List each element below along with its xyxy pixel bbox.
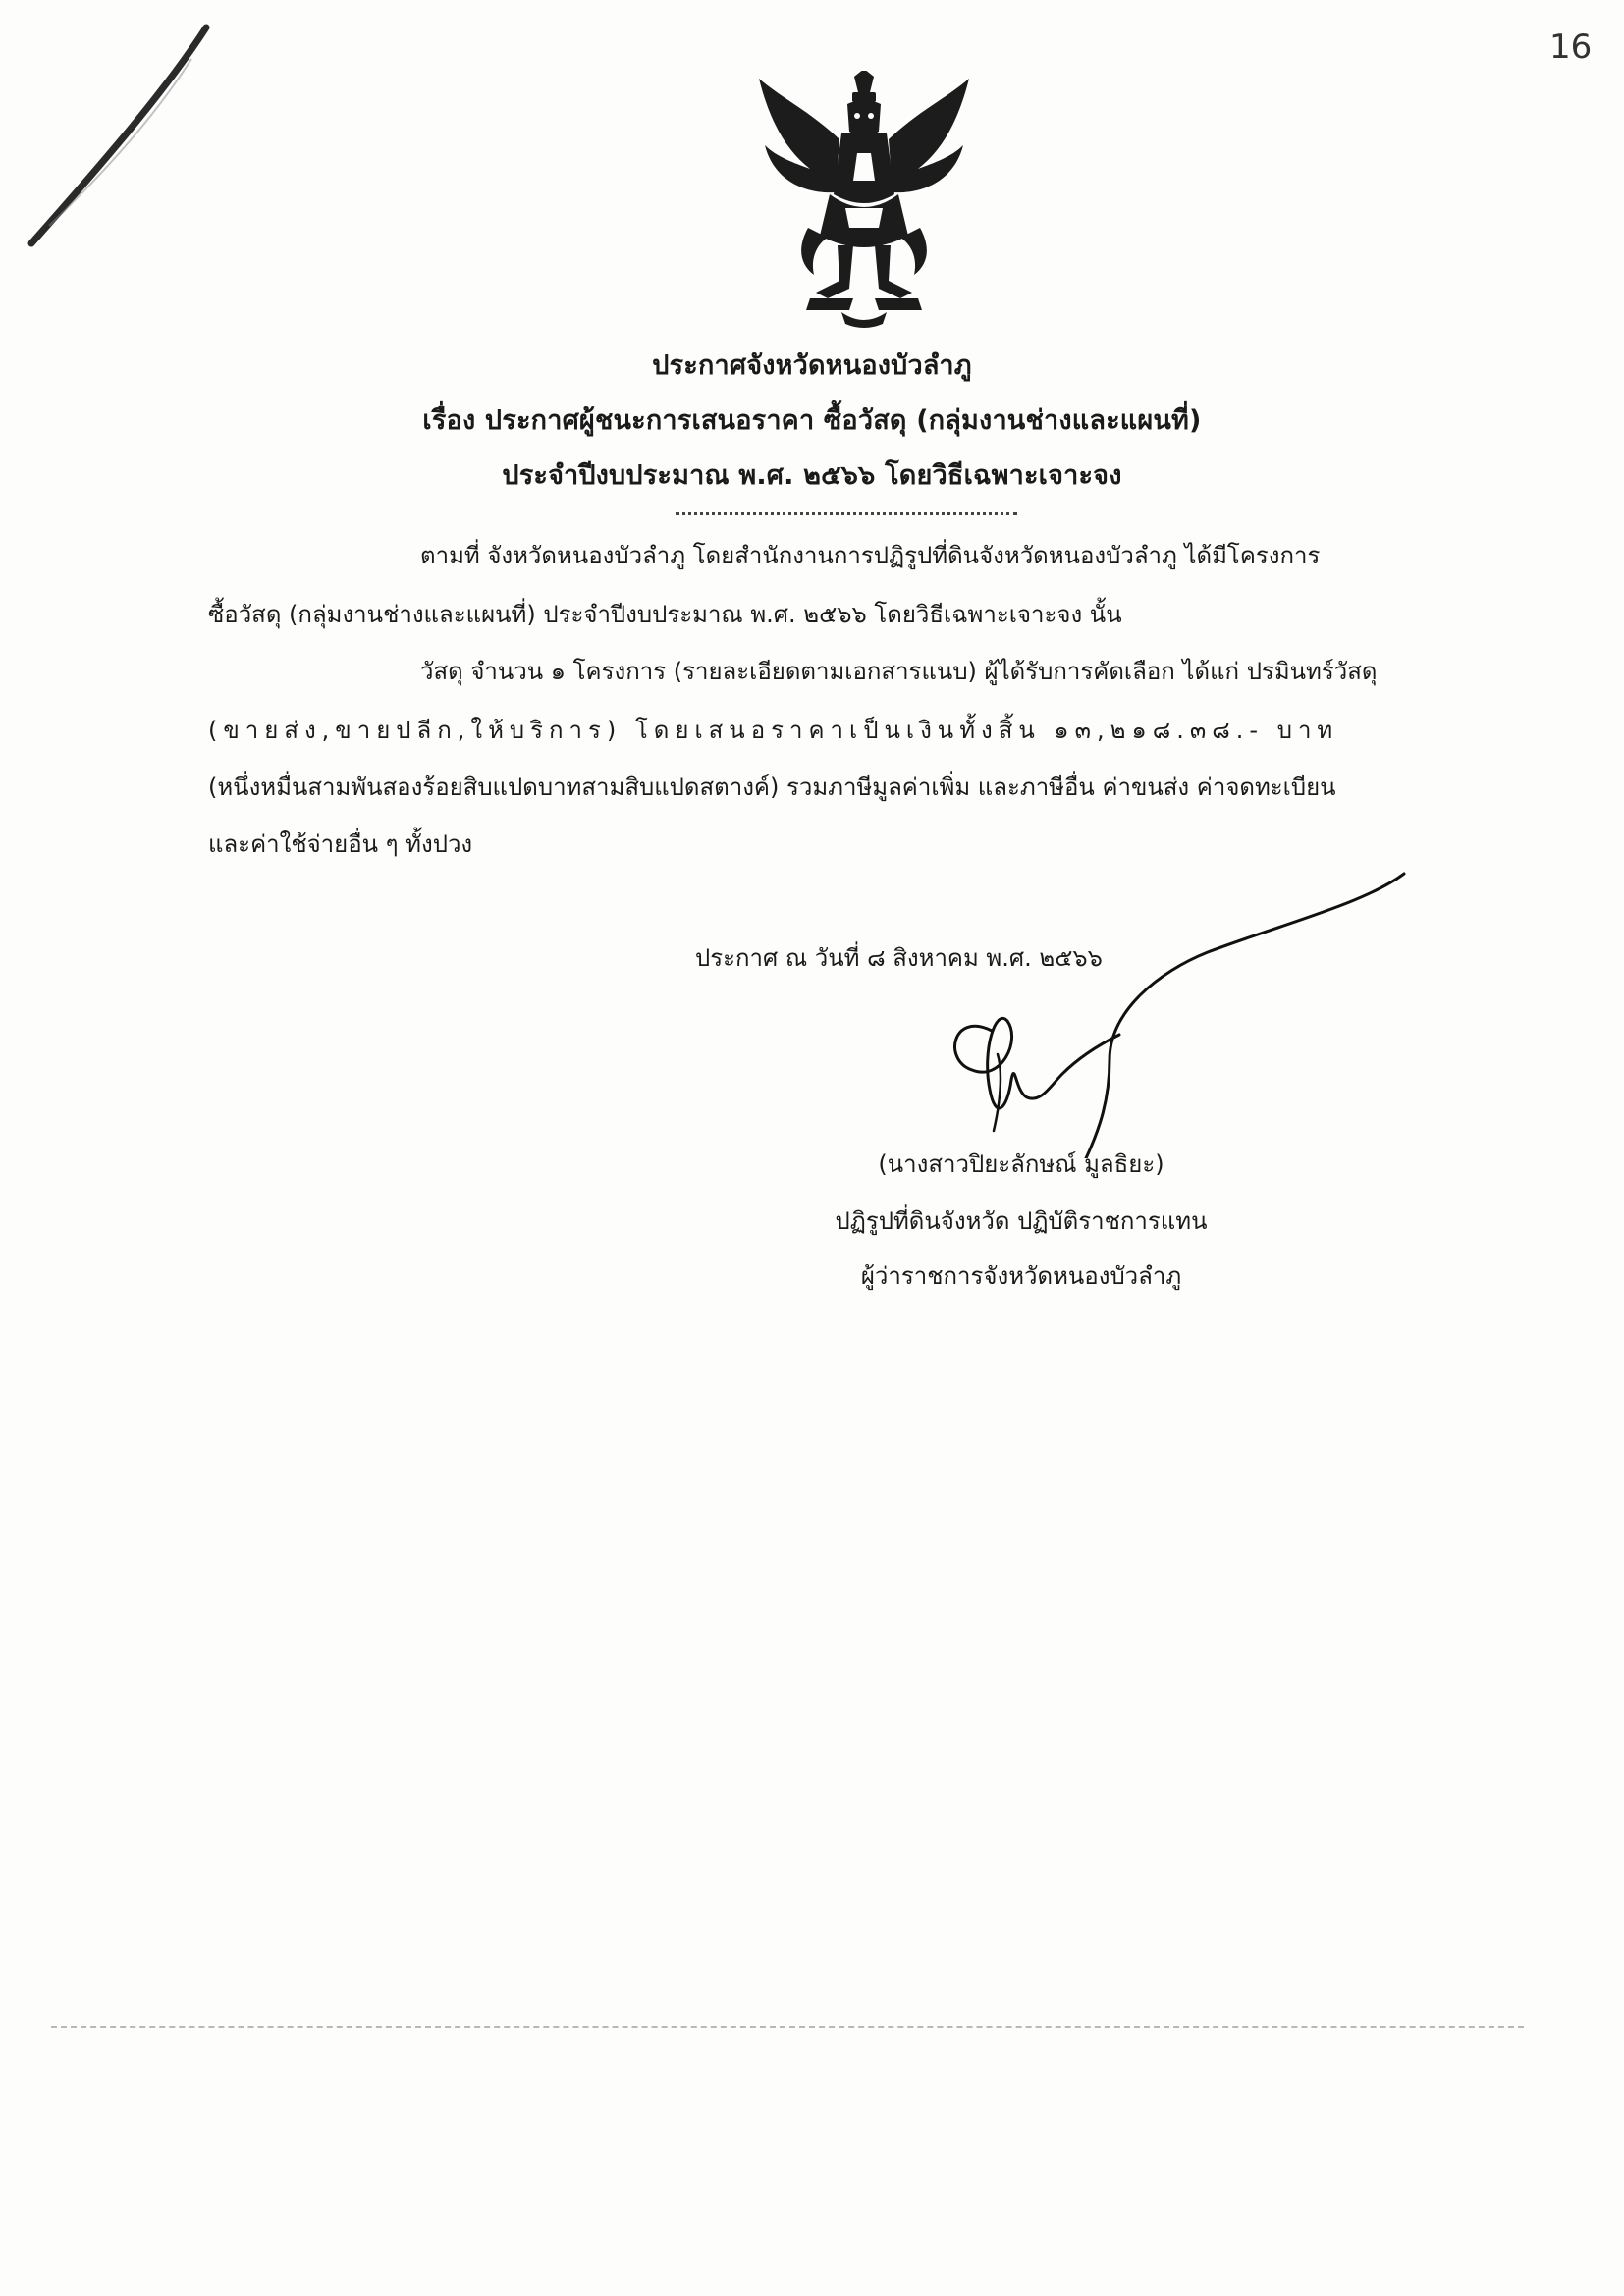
page-number: 16 (1549, 27, 1593, 67)
handwritten-signature (913, 864, 1424, 1158)
body-paragraph-2-line-4: และค่าใช้จ่ายอื่น ๆ ทั้งปวง (208, 830, 473, 858)
announcement-subject: เรื่อง ประกาศผู้ชนะการเสนอราคา ซื้อวัสดุ (กลุ่มงานช่างและแผนที่) (422, 405, 1202, 436)
scan-mark (20, 20, 216, 255)
signatory-name: (นางสาวปิยะลักษณ์ มูลธิยะ) (878, 1150, 1164, 1178)
signatory-position-2: ผู้ว่าราชการจังหวัดหนองบัวลำภู (860, 1262, 1182, 1290)
announcement-title: ประกาศจังหวัดหนองบัวลำภู (652, 350, 972, 381)
garuda-emblem-icon (751, 71, 977, 328)
body-paragraph-2-line-1: วัสดุ จำนวน ๑ โครงการ (รายละเอียดตามเอกสารแนบ) ผู้ได้รับการคัดเลือก ได้แก่ ปรมินทร์วัสดุ (420, 658, 1378, 685)
footer-divider (51, 2026, 1524, 2028)
announcement-date: ประกาศ ณ วันที่ ๘ สิงหาคม พ.ศ. ๒๕๖๖ (695, 944, 1103, 972)
signatory-position-1: ปฏิรูปที่ดินจังหวัด ปฏิบัติราชการแทน (835, 1207, 1208, 1235)
dotted-divider (676, 512, 1017, 515)
body-paragraph-1-line-1: ตามที่ จังหวัดหนองบัวลำภู โดยสำนักงานการปฏิรูปที่ดินจังหวัดหนองบัวลำภู ได้มีโครงการ (420, 542, 1321, 569)
body-paragraph-2-line-2: (ขายส่ง,ขายปลีก,ให้บริการ) โดยเสนอราคาเป็นเงินทั้งสิ้น ๑๓,๒๑๘.๓๘.- บาท (208, 717, 1339, 744)
announcement-fiscal-year: ประจำปีงบประมาณ พ.ศ. ๒๕๖๖ โดยวิธีเฉพาะเจาะจง (502, 460, 1122, 491)
body-paragraph-2-line-3: (หนึ่งหมื่นสามพันสองร้อยสิบแปดบาทสามสิบแปดสตางค์) รวมภาษีมูลค่าเพิ่ม และภาษีอื่น ค่าขนส่ง ค่าจดทะเบียน (208, 774, 1336, 801)
body-paragraph-1-line-2: ซื้อวัสดุ (กลุ่มงานช่างและแผนที่) ประจำปีงบประมาณ พ.ศ. ๒๕๖๖ โดยวิธีเฉพาะเจาะจง นั้น (208, 601, 1122, 628)
